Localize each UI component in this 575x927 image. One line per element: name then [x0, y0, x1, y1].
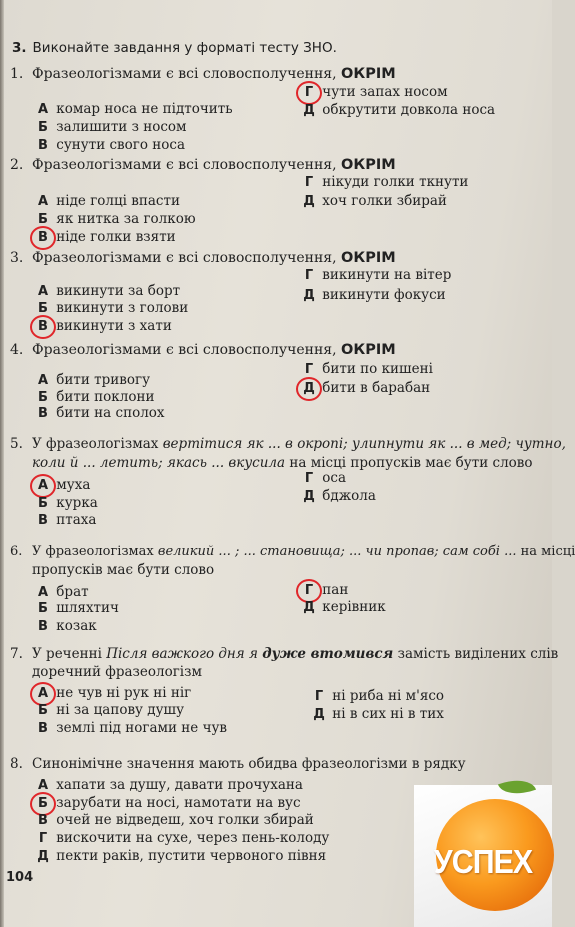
exercise-number: 3. — [12, 40, 27, 56]
question-2: 2. Фразеологізмами є всі словосполучення, ОКРІМ — [10, 157, 396, 173]
q7-option-b[interactable]: Б ні за цапову душу — [38, 702, 185, 718]
exercise-instruction: Виконайте завдання у форматі тесту ЗНО. — [32, 40, 337, 56]
page-number: 104 — [6, 870, 34, 885]
watermark-logo — [414, 785, 552, 927]
q2-option-a[interactable]: А ніде голці впасти — [37, 193, 180, 209]
question-7-line-2: доречний фразеологізм — [32, 664, 202, 680]
q3-option-d[interactable]: Д викинути фокуси — [303, 287, 446, 303]
q6-option-v[interactable]: В козак — [38, 618, 97, 634]
q5-option-b[interactable]: Б курка — [38, 495, 98, 511]
q5-option-v[interactable]: В птаха — [38, 512, 97, 528]
q8-option-d[interactable]: Д пекти раків, пустити червоного півня — [37, 848, 327, 864]
question-6-line-1: 6. У фразеологізмах великий ... ; ... становища; ... чи пропав; сам собі ... на місці — [10, 544, 575, 559]
q1-option-b[interactable]: Б залишити з носом — [38, 119, 187, 135]
exercise-header — [12, 40, 337, 56]
q6-option-d[interactable]: Д керівник — [303, 599, 386, 615]
q6-option-g-selected[interactable]: Г пан — [300, 582, 348, 598]
q8-option-b-selected[interactable]: Б зарубати на носі, намотати на вус — [34, 795, 301, 811]
question-7-line-1: 7. У реченні Після важкого дня я дуже втомився замість виділених слів — [10, 646, 559, 662]
question-5-line-2: коли й ... летить; якась ... вкусила на місці пропусків має бути слово — [32, 455, 533, 471]
q1-option-v[interactable]: В сунути свого носа — [38, 137, 186, 153]
q7-option-v[interactable]: В землі під ногами не чув — [38, 720, 228, 736]
question-3: 3. Фразеологізмами є всі словосполучення, ОКРІМ — [10, 250, 396, 266]
q1-option-g-selected[interactable]: Г чути запах носом — [300, 84, 448, 100]
question-6-line-2: пропусків має бути слово — [32, 562, 215, 578]
q4-option-g[interactable]: Г бити по кишені — [304, 361, 433, 377]
q7-option-d[interactable]: Д ні в сих ні в тих — [313, 706, 444, 722]
q8-option-v[interactable]: В очей не відведеш, хоч голки збирай — [38, 812, 314, 828]
q2-option-g[interactable]: Г нікуди голки ткнути — [304, 174, 469, 190]
book-spine — [0, 0, 4, 927]
q2-option-d[interactable]: Д хоч голки збирай — [303, 193, 447, 209]
q2-option-b[interactable]: Б як нитка за голкою — [38, 211, 196, 227]
q4-option-b[interactable]: Б бити поклони — [38, 389, 155, 405]
question-5-line-1: 5. У фразеологізмах вертітися як ... в окропі; улипнути як ... в мед; чутно, — [10, 436, 566, 452]
logo-text: УСПЕХ — [433, 843, 533, 880]
q8-option-g[interactable]: Г вискочити на сухе, через пень-колоду — [38, 830, 330, 846]
q1-option-d[interactable]: Д обкрутити довкола носа — [303, 102, 496, 118]
question-8: 8. Синонімічне значення мають обидва фразеологізми в рядку — [10, 756, 466, 772]
q2-option-v-selected[interactable]: В ніде голки взяти — [34, 229, 176, 245]
q6-option-b[interactable]: Б шляхтич — [38, 600, 119, 616]
question-1: 1. Фразеологізмами є всі словосполучення, ОКРІМ — [10, 66, 396, 82]
q3-option-b[interactable]: Б викинути з голови — [38, 300, 189, 316]
q7-option-g[interactable]: Г ні риба ні м'ясо — [314, 688, 445, 704]
q3-option-a[interactable]: А викинути за борт — [37, 283, 181, 299]
q3-option-g[interactable]: Г викинути на вітер — [304, 267, 452, 283]
q5-option-d[interactable]: Д бджола — [303, 488, 376, 504]
q4-option-a[interactable]: А бити тривогу — [37, 372, 151, 388]
question-4: 4. Фразеологізмами є всі словосполучення, ОКРІМ — [10, 342, 396, 358]
q8-option-a[interactable]: А хапати за душу, давати прочухана — [37, 777, 303, 793]
q1-option-a[interactable]: А комар носа не підточить — [37, 101, 233, 117]
q4-option-d-selected[interactable]: Д бити в барабан — [300, 380, 430, 396]
q4-option-v[interactable]: В бити на сполох — [38, 405, 165, 421]
q6-option-a[interactable]: А брат — [37, 584, 89, 600]
q5-option-a-selected[interactable]: А муха — [34, 477, 90, 493]
q5-option-g[interactable]: Г оса — [304, 470, 347, 486]
q7-option-a-selected[interactable]: А не чув ні рук ні ніг — [34, 685, 191, 701]
q3-option-v-selected[interactable]: В викинути з хати — [34, 318, 172, 334]
